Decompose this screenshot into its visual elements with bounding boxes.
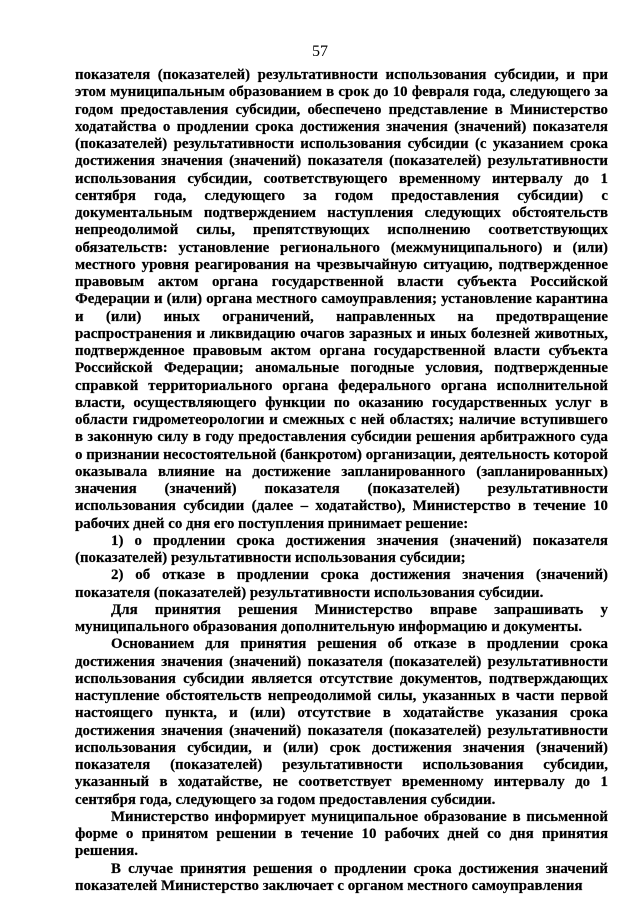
paragraph-refusal-grounds: Основанием для принятия решения об отказе в продлении срока достижения значения (значений) показателя (показателей) результативности использования субсидии является отсутствие документов, подтверждающих наступление обстоятельств непреодолимой силы, указанных в части первой настоящего пункта, и (или) отсутствие в ходатайстве указания срока достижения значения (значений) показателя (показателей) результативности использования субсидии, и (или) срок достижения значения (значений) показателя (показателей) результативности использования субсидии, указанный в ходатайстве, не соответствует временному интервалу до 1 сентября года, следующего за годом предоставления субсидии. (75, 636, 608, 808)
paragraph-notification: Министерство информирует муниципальное образование в письменной форме о принятом решении в течение 10 рабочих дней со дня принятия решения. (75, 808, 608, 860)
document-body (75, 67, 608, 895)
paragraph-option-2: 2) об отказе в продлении срока достижения значения (значений) показателя (показателей) результативности использования субсидии. (75, 567, 608, 601)
page-number: 57 (312, 43, 328, 60)
paragraph-request-info: Для принятия решения Министерство вправе запрашивать у муниципального образования дополнительную информацию и документы. (75, 601, 608, 635)
paragraph-extension: В случае принятия решения о продлении срока достижения значений показателей Министерство заключает с органом местного самоуправления (75, 860, 608, 894)
paragraph-continuation: показателя (показателей) результативности использования субсидии, и при этом муниципальным образованием в срок до 10 февраля года, следующего за годом предоставления субсидии, обеспечено представление в Министерство ходатайства о продлении срока достижения значения (значений) показателя (показателей) результативности использования субсидии (с указанием срока достижения значения (значений) показателя (показателей) результативности использования субсидии, соответствующего временному интервалу до 1 сентября года, следующего за годом предоставления субсидии) с документальным подтверждением наступления следующих обстоятельств непреодолимой силы, препятствующих исполнению соответствующих обязательств: установление регионального (межмуниципального) и (или) местного уровня реагирования на чрезвычайную ситуацию, подтвержденное правовым актом органа государственной власти субъекта Российской Федерации и (или) органа местного самоуправления; установление карантина и (или) иных ограничений, направленных на предотвращение распространения и ликвидацию очагов заразных и иных болезней животных, подтвержденное правовым актом органа государственной власти субъекта Российской Федерации; аномальные погодные условия, подтвержденные справкой территориального органа федерального органа исполнительной власти, осуществляющего функции по оказанию государственных услуг в области гидрометеорологии и смежных с ней областях; наличие вступившего в законную силу в году предоставления субсидии решения арбитражного суда о признании несостоятельной (банкротом) организации, деятельность которой оказывала влияние на достижение запланированного (запланированных) значения (значений) показателя (показателей) результативности использования субсидии (далее – ходатайство), Министерство в течение 10 рабочих дней со дня его поступления принимает решение: (75, 67, 608, 532)
paragraph-option-1: 1) о продлении срока достижения значения (значений) показателя (показателей) результативности использования субсидии; (75, 532, 608, 566)
